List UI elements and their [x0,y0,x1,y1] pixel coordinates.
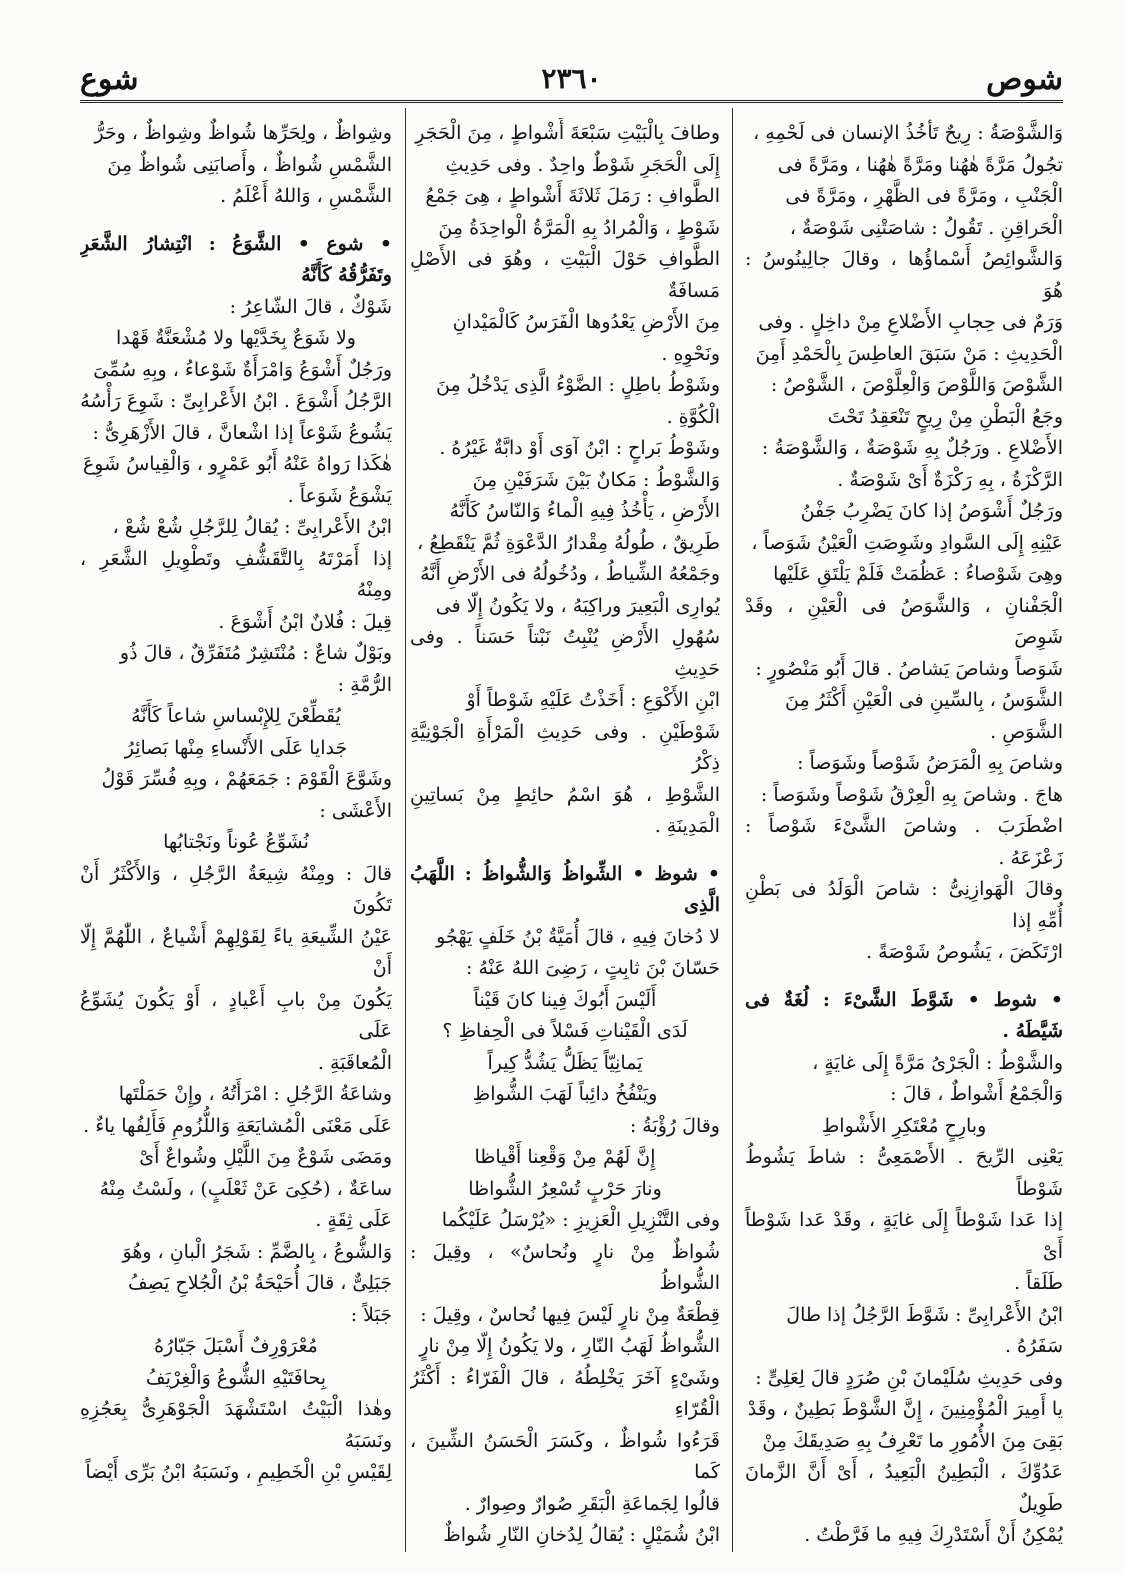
verse-line: بِحافَتَيْهِ الشُّوعُ وَالْغِرْيَفُ [145,1366,327,1389]
text-line: ابْنُ الأَعْرابِىِّ : شَوَّطَ الرَّجُلُ إذا طالَ [786,1303,1063,1326]
text-line: قالُوا لِجَماعَةِ الْبَقَرِ صُوارٌ وصِوارٌ . [464,1492,720,1515]
text-line: وهِىَ شَوْصاءُ : عَظُمَتْ فَلَمْ يَلْتَقِ عَلَيْها [773,563,1063,585]
column-left [80,118,392,1558]
text-line: عَلَى ثِقَةٍ . [315,1209,392,1231]
text-line: الْحَراقِنِ . تَقُولُ : شاصَتْنِى شَوْصَةٌ ، [789,216,1063,239]
text-line: الشَّوَسُ ، بِالسِّينِ فى الْعَيْنِ أَكْثَرُ مِنَ [785,689,1063,711]
text-line: وَالشَّوْطُ : مَكانٌ بَيْنَ شَرَفَيْنِ مِنَ [472,468,720,491]
text-line: ابْنُ الأَعْرابِىِّ : يُقالُ لِلرَّجُلِ شُعْ شُعْ ، [112,516,392,538]
text-line: شَوَصاً وشاصَ يَشاصُ . قالَ أَبُو مَنْصُورٍ : [755,657,1063,680]
text-line: الشَّمْسِ شُواظٌ ، وأَصابَنِى شُواظٌ مِنَ [107,153,392,176]
entry-headword-line: • شوط • شَوَّطَ الشَّىْءَ : لُغَةٌ فى شَيَّطَهُ . [745,988,1063,1042]
verse-line: مُعْرَوْرِفٌ أَسْبَلَ جَبّارُهُ [154,1335,318,1357]
text-line: وبَوْلٌ شاعٌ : مُنْتَشِرٌ مُتَفَرِّقٌ ، قالَ ذُو [119,642,392,664]
text-line: وَالشُّوعُ ، بِالضَّمِّ : شَجَرُ الْبانِ ، وهُوَ [122,1240,392,1263]
text-line: إِلَى الْحَجَرِ شَوْطٌ واحِدٌ . وفى حَدِيثِ [445,153,720,176]
text-line: لِقَيْسِ بْنِ الْخَطِيمِ ، ونَسَبَهُ ابْنُ بَرِّى أَيْضاً [85,1461,392,1483]
text-line: شُواظٌ مِنْ نارٍ ونُحاسٌ» ، وقِيلَ : الشُّواظُ [410,1240,720,1294]
text-line: وَالشَّوْصَةُ : رِيحٌ تَأْخُذُ الإنسان فى لَحْمِهِ ، [753,122,1063,144]
column-divider-left [405,108,406,1552]
text-line: جَبَلِىٌّ ، قالَ أُحَيْحَةُ بْنُ الْجُلاحِ يَصِفُ [128,1272,392,1294]
text-line: الأَرْضِ ، يَأْخُذُ فِيهِ الْماءُ وَالنّاسُ كَأَنَّهُ [449,500,720,522]
text-line: وشَوْطُ باطِلٍ : الضَّوْءُ الَّذِى يَدْخُلُ مِنَ [436,374,720,396]
text-line: الْكُوَّةِ . [666,405,720,428]
text-line: وفى التَّنْزِيلِ الْعَزِيزِ : «يُرْسَلُ عَلَيْكُما [441,1209,720,1231]
text-line: يُمْكِنُ أَنْ أَسْتَدْرِكَ فِيهِ ما فَرَّطْتُ . [804,1524,1063,1546]
column-divider-right [732,108,733,1552]
text-line: ساعَةٌ ، (حُكِىَ عَنْ ثَعْلَبٍ) ، ولَسْتُ مِنْهُ [99,1177,392,1200]
text-line: وطافَ بِالْبَيْتِ سَبْعَةَ أَشْواطٍ ، مِنَ الْحَجَرِ [415,122,720,144]
text-line: الشَّوْطِ ، هُوَ اسْمُ حائِطٍ مِنْ بَساتِينِ الْمَدِينَةِ . [410,783,720,837]
text-line: شَوْطَيْنِ . وفى حَدِيثِ الْمَرْأَةِ الْجَوْنِيَّةِ ذِكْرُ [410,720,720,774]
text-line: قَرَءُوا شُواظٌ ، وكَسَرَ الْحَسَنُ الشِّينَ ، كَما [410,1429,720,1483]
verse-line: جَدايا عَلَى الأَنْساءِ مِنْها بَصائِرُ [124,736,348,759]
text-line: الطَّوافِ حَوْلَ الْبَيْتِ ، وهُوَ فى الأَصْلِ مَسافَةٌ [410,248,720,302]
page-number: ٢٣٦٠ [541,62,602,95]
text-line: عَدُوِّكَ ، الْبَطِينُ الْبَعِيدُ ، أَىْ أَنَّ الزَّمانَ طَوِيلٌ [745,1461,1063,1515]
text-line: اضْطَرَبَ . وشاصَ الشَّىْءَ شَوْصاً : زَعْزَعَهُ . [745,815,1063,869]
text-line: سَفَرُهُ . [1004,1335,1063,1357]
text-line: ومَضَى شَوْعٌ مِنَ اللَّيْلِ وشُواعٌ أَىْ [139,1146,392,1168]
text-line: شَوْكٌ ، قالَ الشّاعِرُ : [229,295,392,318]
column-middle [410,118,720,1558]
text-line: الْمُعاقَبَةِ . [317,1051,392,1074]
text-line: مِنَ الأَرْضِ يَعْدُوها الْفَرَسُ كَالْمَيْدانِ [452,311,720,333]
text-line: شَوْطٍ ، وَالْمُرادُ بِهِ الْمَرَّةُ الْواحِدَةُ مِنَ [438,216,720,239]
text-line: عَيْنُ الشِّيعَةِ ياءً لِقَوْلِهِمْ أَشْياعٌ ، اللّٰهُمَّ إِلّا أَنْ [80,925,392,979]
text-line: وقالَ الْهَوازِنِىُّ : شاصَ الْوَلَدُ فى بَطْنِ أُمِّهِ إذا [745,878,1063,932]
text-line: يَشُوعُ شَوْعاً إذا اشْعانَّ ، قالَ الأَزْهَرِىُّ : [92,421,392,444]
text-line: تجُولُ مَرَّةً هٰهُنا ومَرَّةً هٰهُنا ، ومَرَّةً فى [777,153,1063,176]
text-line: الأَعْشَى : [319,799,392,822]
text-line: ابْنُ شُمَيْلٍ : يُقالُ لِدُخانِ النّارِ شُواظٌ [443,1524,720,1546]
column-right [745,118,1063,1558]
text-line: ونَحْوِهِ . [661,342,720,365]
left-headword: شوع [80,62,139,97]
text-line: الْحَدِيثِ : مَنْ سَبَقَ العاطِسَ بِالْحَمْدِ أَمِنَ [755,342,1063,365]
text-line: يَشْوَعُ شَوَعاً . [287,484,392,507]
entry-gap [80,213,392,229]
text-line: الشَّمْسِ ، وَاللهُ أَعْلَمُ . [220,185,392,207]
text-line: طَلَقاً . [1014,1272,1063,1294]
text-line: الأَضْلاعِ . ورَجُلٌ بِهِ شَوْصَةٌ ، وَالشَّوْصَةُ : [761,437,1063,459]
text-line: وشَىْءٍ آخَرَ يَخْلِطُهُ ، قالَ الْفَرّاءُ : أَكْثَرُ الْقُرّاءِ [410,1366,720,1420]
page-header [80,58,1063,100]
header-rule [80,100,1063,103]
text-line: عَيْنِهِ إِلَى السَّوادِ وشَوِصَتِ الْعَيْنُ شَوَصاً ، [751,531,1063,554]
entry-gap [410,843,720,859]
text-line: هٰكَذا رَواهُ عَنْهُ أَبُو عَمْرٍو ، وَالْقِياسُ شَوِعَ [82,453,392,475]
text-line: الْجَفْنانِ ، وَالشَّوَصُ فى الْعَيْنِ ، وقَدْ شَوِصَ [745,594,1063,648]
right-headword: شوص [986,62,1063,97]
text-line: إذا أَمَرْتَهُ بِالتَّقَشُّفِ وتَطْوِيلِ الشَّعَرِ ، ومِنْهُ [80,547,392,601]
text-line: وشاصَ بِهِ الْمَرَضُ شَوْصاً وشَوَصاً : [797,752,1063,774]
verse-line: وبارِحٍ مُعْتَكِرِ الأَشْواطِ [821,1114,987,1137]
verse-line: لَدَى الْقَيْناتِ فَسْلاً فى الْحِفاظِ ؟ [442,1020,688,1042]
text-line: وقالَ رُؤْبَةُ : [629,1114,720,1137]
text-line: جَبَلاً : [350,1303,392,1326]
text-line: وشَوَّعَ الْقَوْمَ : جَمَعَهُمْ ، وبِهِ فُسِّرَ قَوْلُ [101,768,392,790]
text-line: الشَّوَصِ . [990,720,1063,743]
text-line: الرُّمَّةِ : [337,673,392,696]
verse-line: يَمانِيّاً يَظَلُّ يَشُدُّ كِيراً [487,1051,643,1074]
text-line: وجَعُ الْبَطْنِ مِنْ رِيحٍ تَنْعَقِدُ تَحْتَ [827,405,1063,428]
text-line: ارْتَكَضَ ، يَشُوصُ شَوْصَةً . [866,941,1063,963]
text-line: قِيلَ : فُلانٌ ابْنُ أَشْوَعَ . [218,610,392,633]
verse-line: ونارَ حَرْبٍ تُسْعِرُ الشُّواظا [468,1177,662,1200]
text-line: يُوارِى الْبَعِيرَ وراكِبَهُ ، ولا يَكُونُ إِلّا فى [435,594,720,617]
text-line: حَسّانَ بْنَ ثابِتٍ ، رَضِىَ اللهُ عَنْهُ : [466,957,720,979]
text-line: ورَجُلٌ أَشْوَعُ وَامْرَأَةٌ شَوْعاءُ ، وبِهِ سُمِّىَ [93,358,392,381]
text-line: ابْنِ الأَكْوَعِ : أَخَذْتُ عَلَيْهِ شَوْطاً أَوْ [466,689,720,711]
verse-line: يُقَطِّعْنَ لِلإِبْساسِ شاعاً كَأَنَّهُ [131,705,341,727]
text-line: وشَوْطُ بَراحٍ : ابْنُ آوَى أَوْ دابَّةٌ غَيْرُهُ . [439,437,720,459]
text-line: الرَّكْزَةُ ، بِهِ رَكْزَةٌ أَىْ شَوْصَةٌ . [837,468,1063,491]
text-line: هاجَ . وشاصَ بِهِ الْعِرْقُ شَوْصاً وشَوَصاً : [760,783,1063,806]
text-line: وشِواظٌ ، ولِحَرِّها شُواظٌ وشِواظٌ ، وحَرُّ [94,122,392,144]
text-line: قالَ : ومِنْهُ شِيعَةُ الرَّجُلِ ، وَالأَكْثَرُ أَنْ تَكُونَ [80,862,392,916]
text-line: لا دُخانَ فِيهِ ، قالَ أُمَيَّةُ بْنُ خَلَفٍ يَهْجُو [436,925,720,948]
text-line: يَكُونَ مِنْ بابِ أَعْيادٍ ، أَوْ يَكُونَ يُشَوِّعُ عَلَى [80,988,392,1042]
verse-line: إِنَّ لَهُمْ مِنْ وَقْعِنا أَقْياظا [474,1146,656,1168]
verse-line: أَلَيْسَ أَبُوكَ فِينا كانَ قَيْناً [473,988,657,1011]
text-line: وَالْجَمْعُ أَشْواطٌ ، قالَ : [890,1083,1063,1105]
text-line: بَقِىَ مِنَ الأُمُورِ ما تَعْرِفُ بِهِ صَدِيقَكَ مِنْ [762,1429,1063,1452]
text-line: قِطْعَةٌ مِنْ نارٍ لَيْسَ فِيها نُحاسٌ ، وقِيلَ : [420,1303,720,1326]
text-line: والشَّوْطُ : الْجَرْىُ مَرَّةً إِلَى غايَةٍ ، [812,1051,1063,1074]
text-line: وَالشَّوائِصُ أَسْماؤُها ، وقالَ جالِينُوسُ : هُوَ [745,248,1063,302]
text-line: الشَّوْصَ وَاللَّوْصَ وَالْعِلَّوْصَ ، الشَّوْصُ : [770,374,1063,396]
text-line: وَرَمٌ فى حِجابِ الأَضْلاعِ مِنْ داخِلٍ . وفى [758,311,1063,333]
text-line: وهٰذا الْبَيْتُ اسْتَشْهَدَ الْجَوْهَرِىُّ بِعَجُزِهِ ونَسَبَهُ [80,1398,392,1452]
entry-headword-line: • شوع • الشَّوَعُ : انْتِشارُ الشَّعَرِ وتَفَرُّقُهُ كَأَنَّهُ [80,232,392,286]
text-line: إذا عَدا شَوْطاً إِلَى غايَةٍ ، وقَدْ عَدا شَوْطاً أَىْ [745,1209,1063,1263]
text-line: وجَمْعُهُ الشِّياطُ ، ودُخُولُهُ فى الأَرْضِ أَنَّهُ [420,563,720,585]
text-line: الشُّواظُ لَهَبُ النّارِ ، ولا يَكُونُ إِلّا مِنْ نارٍ [419,1335,720,1357]
text-line: يَعْنِى الرِّيحَ . الأَصْمَعِىُّ : شاطَ يَشُوطُ شَوْطاً [745,1146,1063,1200]
entry-gap [745,969,1063,985]
text-line: الرَّجُلُ أَشْوَعَ . ابْنُ الأَعْرابِىِّ : شَوِعَ رَأْسُهُ [80,390,392,412]
text-line: سُهُولِ الأَرْضِ يُنْبِتُ نَبْتاً حَسَناً . وفى حَدِيثِ [410,626,720,680]
text-line: الْجَنْبِ ، ومَرَّةً فى الظَّهْرِ ، ومَرَّةً فى [785,185,1063,207]
text-line: طَرِيقٌ ، طُولُهُ مِقْدارُ الدَّعْوَةِ ثُمَّ يَنْقَطِعُ ، [417,531,720,554]
text-line: الطَّوافِ : رَمَلَ ثَلاثَةَ أَشْواطٍ ، هِىَ جَمْعُ [425,185,720,207]
text-line: عَلَى مَعْنَى الْمُشايَعَةِ وَاللُّزُومِ فَأَلِفُها ياءٌ . [83,1114,392,1137]
entry-headword-line: • شوظ • الشِّواظُ وَالشُّواظُ : اللَّهَبُ الَّذِى [410,862,720,916]
text-line: وشاعَةُ الرَّجُلِ : امْرَأَتُهُ ، وإِنْ حَمَلْتَها [118,1083,392,1105]
verse-line: نُشَوِّعُ عُوناً ونَجْتابُها [163,831,309,853]
text-line: ورَجُلٌ أَشْوَصُ إذا كانَ يَضْرِبُ جَفْنُ [800,500,1063,522]
text-line: وفى حَدِيثِ سُلَيْمانَ بْنِ صُرَدٍ قالَ لِعَلِىٍّ : [755,1366,1063,1389]
verse-line: ويَنْفُخُ دائِباً لَهَبَ الشُّواظِ [472,1083,658,1105]
verse-line: ولا شَوَعٌ بِخَدَّيْها ولا مُشْعَنَّةٌ قَهْدا [116,327,356,349]
text-line: يا أَمِيرَ الْمُؤْمِنِينَ ، إِنَّ الشَّوْطَ بَطِينٌ ، وقَدْ [747,1398,1063,1420]
